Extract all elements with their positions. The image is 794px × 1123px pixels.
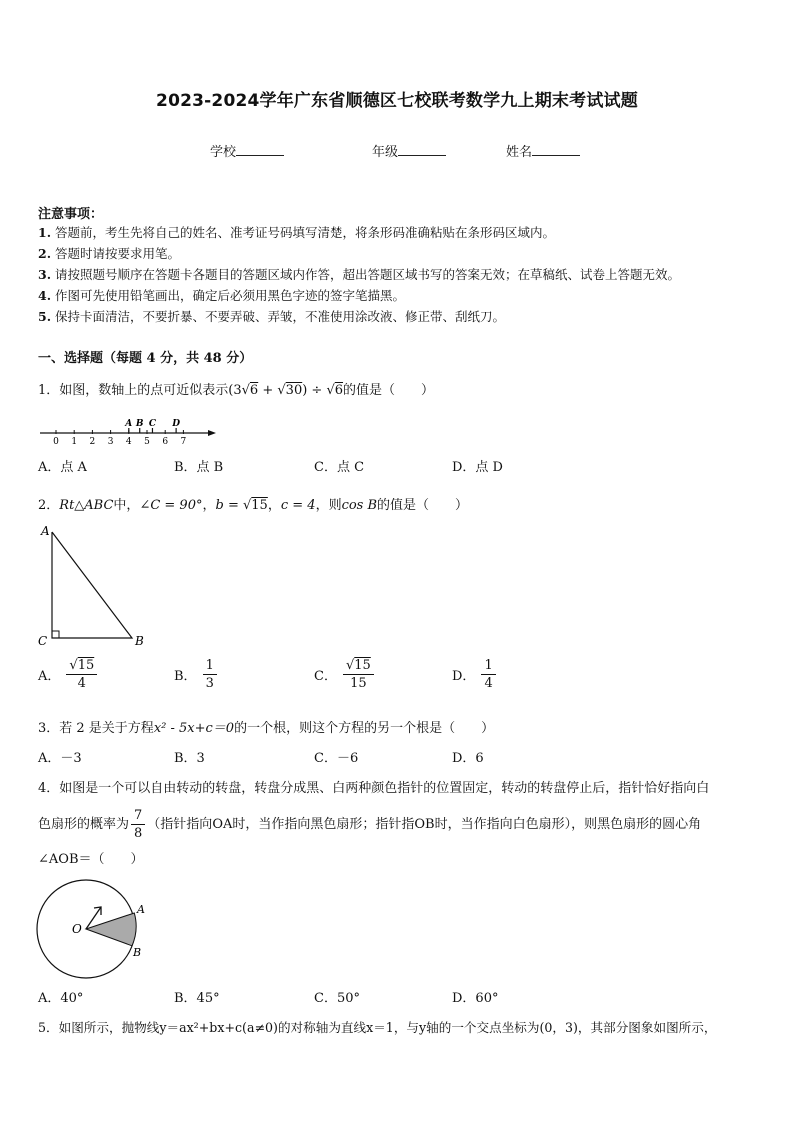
notes-heading: 注意事项： (38, 207, 104, 222)
number-line-tick-label: 3 (107, 437, 114, 446)
question-4-options (38, 987, 758, 1007)
point-label-b: B (133, 946, 142, 959)
note-text: 保持卡面清洁，不要折暴、不要弄破、弄皱，不准使用涂改液、修正带、刮纸刀。 (55, 309, 506, 324)
q2-b-radicand: 15 (251, 498, 268, 513)
q2-a-den: 4 (77, 676, 86, 691)
q4-option-d[interactable]: D．60° (452, 991, 499, 1006)
q3-equation: x² - 5x+c＝0 (153, 721, 235, 736)
number-line-point-label: D (172, 419, 181, 429)
q2-a-num: 15 (77, 658, 95, 673)
note-text: 请按照题号顺序在答题卡各题目的答题区域内作答，超出答题区域书写的答案无效；在草稿纸、试卷上答题无效。 (55, 267, 681, 282)
number-line-arrow-icon (208, 430, 216, 436)
page-title: 2023-2024学年广东省顺德区七校联考数学九上期末考试试题 (156, 91, 638, 111)
question-4-line-1: 4．如图是一个可以自由转动的转盘，转盘分成黑、白两种颜色指针的位置固定，转动的转盘停止后，指针恰好指向白 (38, 781, 710, 796)
q2-mid1: 中， (113, 498, 140, 513)
q1-prefix: 1．如图，数轴上的点可近似表示 (38, 383, 229, 398)
question-1-stem (38, 379, 434, 398)
q2-option-d-letter: D． (452, 669, 476, 684)
q4-ob: OB (414, 817, 435, 832)
q1-expr-open: (3 (228, 383, 242, 398)
note-number: 3. (38, 267, 52, 282)
q5-text-d: 轴的一个交点坐标为(0，3)，其部分图象如图所示， (426, 1020, 717, 1035)
number-line-tick-label: 6 (162, 437, 169, 446)
q2-b-label: b = (215, 498, 243, 513)
note-text: 作图可先使用铅笔画出，确定后必须用黑色字迹的签字笔描黑。 (55, 288, 406, 303)
radical-sign: √ (241, 383, 250, 398)
radical-sign: √ (326, 383, 335, 398)
note-text: 答题前，考生先将自己的姓名、准考证号码填写清楚，将条形码准确粘贴在条形码区域内。 (55, 225, 556, 240)
name-blank[interactable] (532, 143, 580, 156)
q2-option-a-letter: A． (38, 669, 61, 684)
vertex-label-b: B (135, 634, 144, 648)
grade-blank[interactable] (398, 143, 446, 156)
q3-suffix: 的一个根，则这个方程的另一个根是（ ） (234, 721, 495, 736)
q3-option-c[interactable]: C．－6 (314, 751, 359, 766)
q2-c-den: 15 (350, 676, 367, 691)
q1-suffix: 的值是（ ） (343, 383, 435, 398)
q1-option-a[interactable]: A．点 A (38, 460, 87, 475)
question-1-options (38, 456, 758, 476)
radical-sign: √ (69, 658, 78, 673)
name-label: 姓名 (506, 145, 533, 160)
center-label-o: O (72, 922, 82, 936)
number-line-tick-label: 4 (125, 437, 132, 446)
q4-line2-b: （指针指向 (147, 817, 213, 832)
radical-sign: √ (242, 498, 252, 513)
q4-frac-den: 8 (134, 826, 143, 841)
number-line-figure (38, 412, 223, 446)
q2-option-c-fraction (343, 658, 374, 691)
name-field[interactable] (506, 141, 580, 160)
question-2-stem (38, 494, 468, 513)
q2-sep1: ， (202, 498, 216, 513)
q5-text-b: 的对称轴为直线 (277, 1020, 367, 1035)
q4-probability-fraction (131, 808, 145, 841)
student-info-row (0, 141, 794, 161)
radical-sign: √ (345, 658, 355, 673)
q4-option-b[interactable]: B．45° (174, 991, 220, 1006)
q2-option-c-letter: C． (314, 669, 337, 684)
q2-mid2: ，则 (315, 498, 342, 513)
triangle-sides (52, 532, 132, 638)
q1-divide: ) ÷ (302, 383, 327, 398)
q2-option-d-fraction (481, 658, 495, 691)
school-field[interactable] (210, 141, 284, 160)
q2-b-den: 3 (205, 676, 214, 691)
number-line-tick-label: 7 (180, 437, 187, 446)
q4-frac-num: 7 (131, 808, 145, 825)
question-5-line-1 (38, 1018, 760, 1038)
note-item (38, 264, 680, 285)
q2-sep2: ， (267, 498, 281, 513)
q2-cos: cos B (341, 498, 378, 513)
grade-label: 年级 (372, 145, 399, 160)
q2-option-c[interactable] (314, 658, 374, 702)
q2-prefix: 2． (38, 498, 60, 513)
q2-option-b[interactable] (174, 658, 217, 702)
q1-plus: + (258, 383, 278, 398)
q4-option-c[interactable]: C．50° (314, 991, 360, 1006)
note-number: 1. (38, 225, 52, 240)
question-2-options (38, 658, 758, 704)
q2-option-b-fraction (203, 658, 217, 691)
q5-y-var: y (419, 1020, 427, 1035)
school-label: 学校 (210, 145, 237, 160)
vertex-label-c: C (38, 634, 48, 648)
note-number: 2. (38, 246, 52, 261)
q2-c-value: c = 4 (280, 498, 316, 513)
q3-option-b[interactable]: B．3 (174, 751, 205, 766)
number-line-point-label: A (125, 419, 133, 429)
q2-d-num: 1 (481, 658, 495, 675)
note-item (38, 285, 680, 306)
note-item (38, 243, 680, 264)
section-heading-choice: 一、选择题（每题 4 分，共 48 分） (38, 351, 253, 366)
note-number: 4. (38, 288, 52, 303)
number-line-tick-label: 5 (144, 437, 150, 446)
note-number: 5. (38, 309, 52, 324)
q1-radicand-6b: 6 (334, 383, 344, 398)
note-item (38, 222, 680, 243)
q1-radicand-6: 6 (249, 383, 259, 398)
q1-option-d[interactable]: D．点 D (452, 460, 503, 475)
q2-triangle: Rt△ABC (59, 498, 114, 513)
number-line-point-label: C (148, 419, 157, 429)
q5-equation: y＝ax²+bx+c(a≠0) (159, 1020, 278, 1035)
right-angle-marker (52, 631, 59, 638)
q1-option-b[interactable]: B．点 B (174, 460, 224, 475)
q3-option-d[interactable]: D．6 (452, 751, 484, 766)
point-label-a: A (137, 903, 145, 916)
q4-line2-c: 时，当作指向黑色扇形；指针指 (232, 817, 415, 832)
question-3-stem (38, 717, 494, 736)
q1-option-c[interactable]: C．点 C (314, 460, 365, 475)
question-4-line-3: ∠AOB＝（ ） (38, 852, 144, 867)
q2-option-b-letter: B． (174, 669, 197, 684)
q2-option-a[interactable] (38, 658, 97, 702)
q1-radicand-30: 30 (285, 383, 303, 398)
q2-angle: ∠C = 90° (139, 498, 203, 513)
number-line-point-label: B (135, 419, 144, 429)
q5-text-a: 5．如图所示，抛物线 (38, 1020, 160, 1035)
q4-line2-a: 色扇形的概率为 (38, 817, 130, 832)
q3-option-a[interactable]: A．－3 (38, 751, 82, 766)
number-line-tick-label: 1 (71, 437, 78, 446)
note-item (38, 306, 680, 327)
radical-sign: √ (277, 383, 286, 398)
school-blank[interactable] (236, 143, 284, 156)
q5-text-c: ，与 (393, 1020, 420, 1035)
vertex-label-a: A (41, 524, 50, 538)
q2-c-num: 15 (354, 658, 371, 673)
spinner-figure (34, 878, 154, 984)
q2-b-num: 1 (203, 658, 217, 675)
number-line-tick-label: 2 (89, 437, 96, 446)
question-3-options (38, 747, 758, 767)
note-text: 答题时请按要求用笔。 (55, 246, 181, 261)
q5-axis: x＝1 (366, 1020, 394, 1035)
grade-field[interactable] (372, 141, 446, 160)
q3-prefix: 3．若 2 是关于方程 (38, 721, 154, 736)
q2-d-den: 4 (484, 676, 493, 691)
q4-line2-d: 时，当作指向白色扇形），则黑色扇形的圆心角 (434, 817, 702, 832)
number-line-tick-label: 0 (53, 437, 59, 446)
notes-list (38, 222, 680, 327)
q4-oa: OA (212, 817, 233, 832)
q2-suffix: 的值是（ ） (377, 498, 469, 513)
right-triangle-figure (34, 522, 154, 650)
q4-option-a[interactable]: A．40° (38, 991, 84, 1006)
question-4-line-2 (38, 808, 760, 842)
q2-option-a-fraction (66, 658, 97, 691)
q2-option-d[interactable] (452, 658, 496, 702)
